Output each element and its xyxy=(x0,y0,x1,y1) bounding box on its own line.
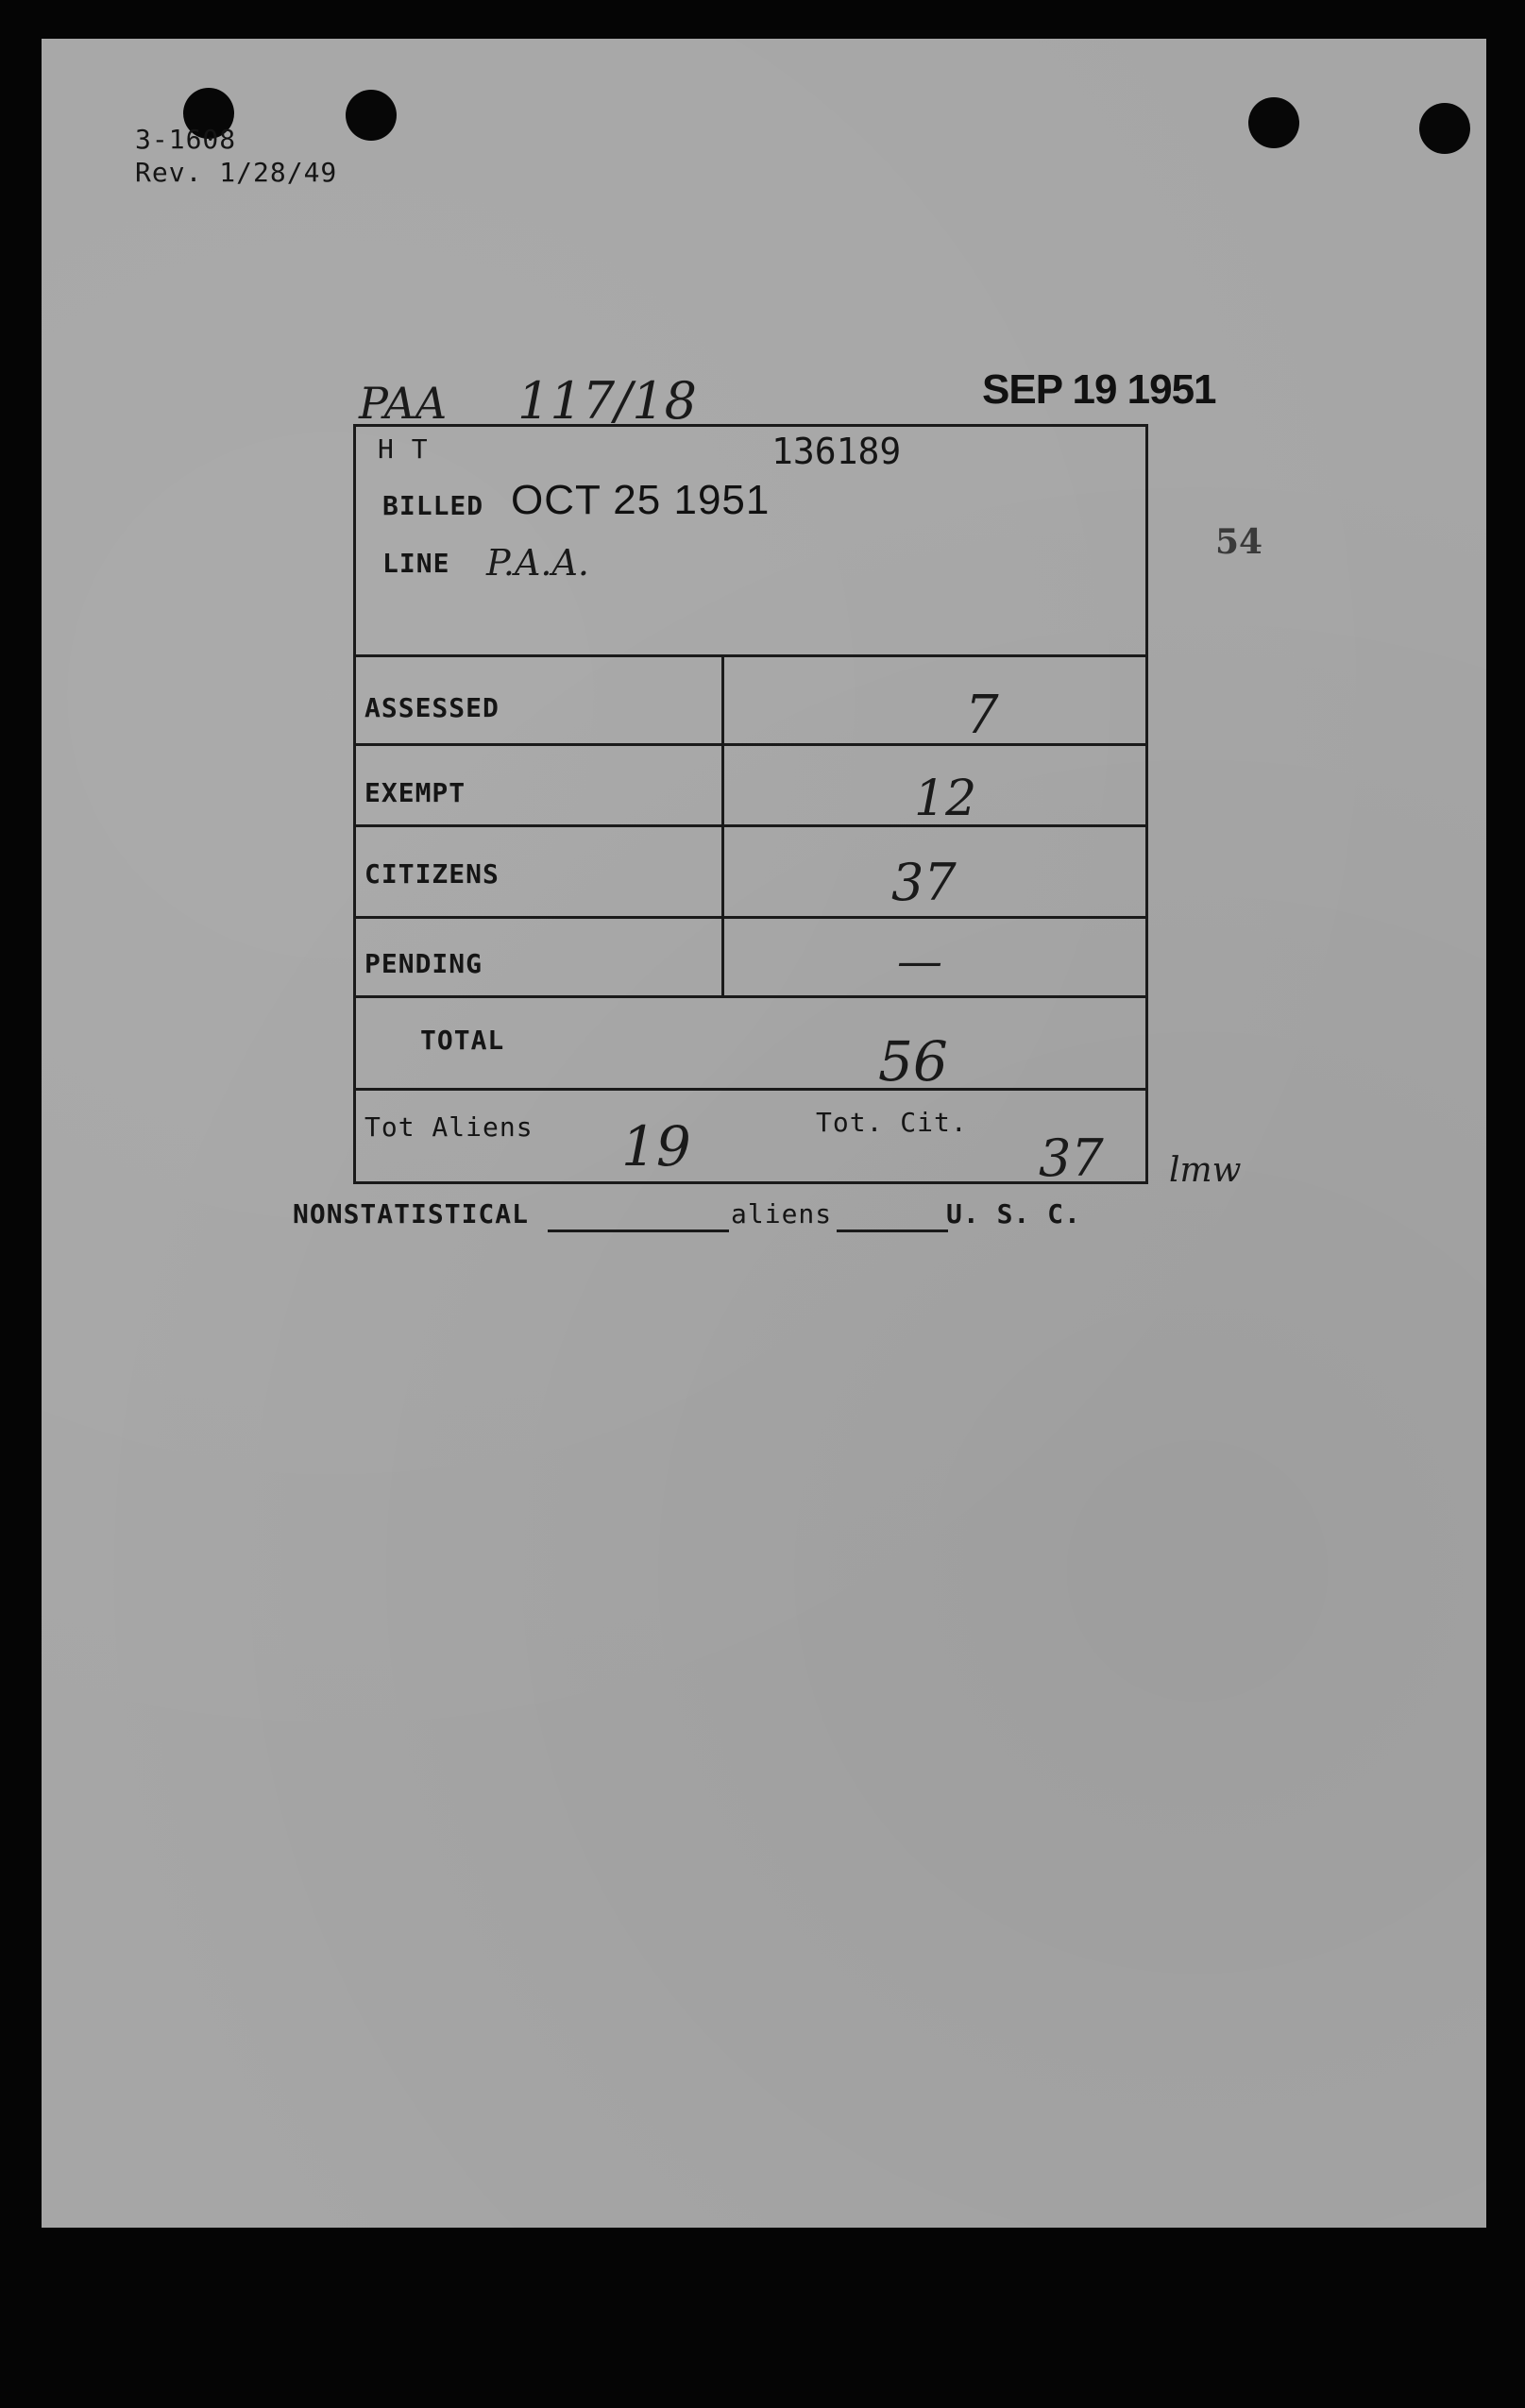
divider xyxy=(356,824,1145,827)
received-date-stamp: SEP 19 1951 xyxy=(982,366,1216,413)
usc-label: U. S. C. xyxy=(946,1198,1081,1229)
citizens-label: CITIZENS xyxy=(364,858,500,890)
pending-value: — xyxy=(897,935,942,988)
tally-form-box xyxy=(353,424,1148,1184)
divider xyxy=(356,654,1145,657)
punch-hole xyxy=(346,90,397,141)
carrier-code-handwritten: PAA xyxy=(359,378,448,429)
exempt-value: 12 xyxy=(914,771,977,827)
billed-date-stamp: OCT 25 1951 xyxy=(511,477,771,523)
fraction-handwritten: 117/18 xyxy=(517,371,697,431)
nonstatistical-usc-blank xyxy=(837,1229,948,1232)
divider xyxy=(356,743,1145,746)
tot-aliens-label: Tot Aliens xyxy=(364,1111,534,1143)
ht-number: 136189 xyxy=(771,431,902,472)
tot-cit-value: 37 xyxy=(1039,1128,1104,1188)
divider xyxy=(356,1088,1145,1091)
tot-cit-label: Tot. Cit. xyxy=(816,1107,968,1138)
line-label: LINE xyxy=(382,548,450,579)
form-number: 3-1608 xyxy=(135,124,237,155)
punch-hole xyxy=(1248,97,1299,148)
form-revision: Rev. 1/28/49 xyxy=(135,157,338,188)
total-value: 56 xyxy=(878,1029,948,1094)
pending-label: PENDING xyxy=(364,948,483,979)
nonstatistical-aliens-blank xyxy=(548,1229,729,1232)
divider xyxy=(356,916,1145,919)
nonstatistical-label: NONSTATISTICAL xyxy=(293,1198,530,1229)
assessed-value: 7 xyxy=(965,685,999,746)
punch-hole xyxy=(1419,103,1470,154)
citizens-value: 37 xyxy=(891,853,957,912)
line-value-handwritten: P.A.A. xyxy=(486,542,589,584)
billed-label: BILLED xyxy=(382,490,484,521)
margin-number: 54 xyxy=(1215,522,1263,562)
column-divider xyxy=(721,654,724,998)
divider xyxy=(356,995,1145,998)
tot-aliens-value: 19 xyxy=(621,1114,691,1179)
ht-label: H T xyxy=(378,433,429,465)
aliens-label: aliens xyxy=(731,1198,833,1229)
initials-handwritten: lmw xyxy=(1169,1151,1242,1190)
assessed-label: ASSESSED xyxy=(364,692,500,723)
total-label: TOTAL xyxy=(420,1025,505,1056)
exempt-label: EXEMPT xyxy=(364,777,466,808)
